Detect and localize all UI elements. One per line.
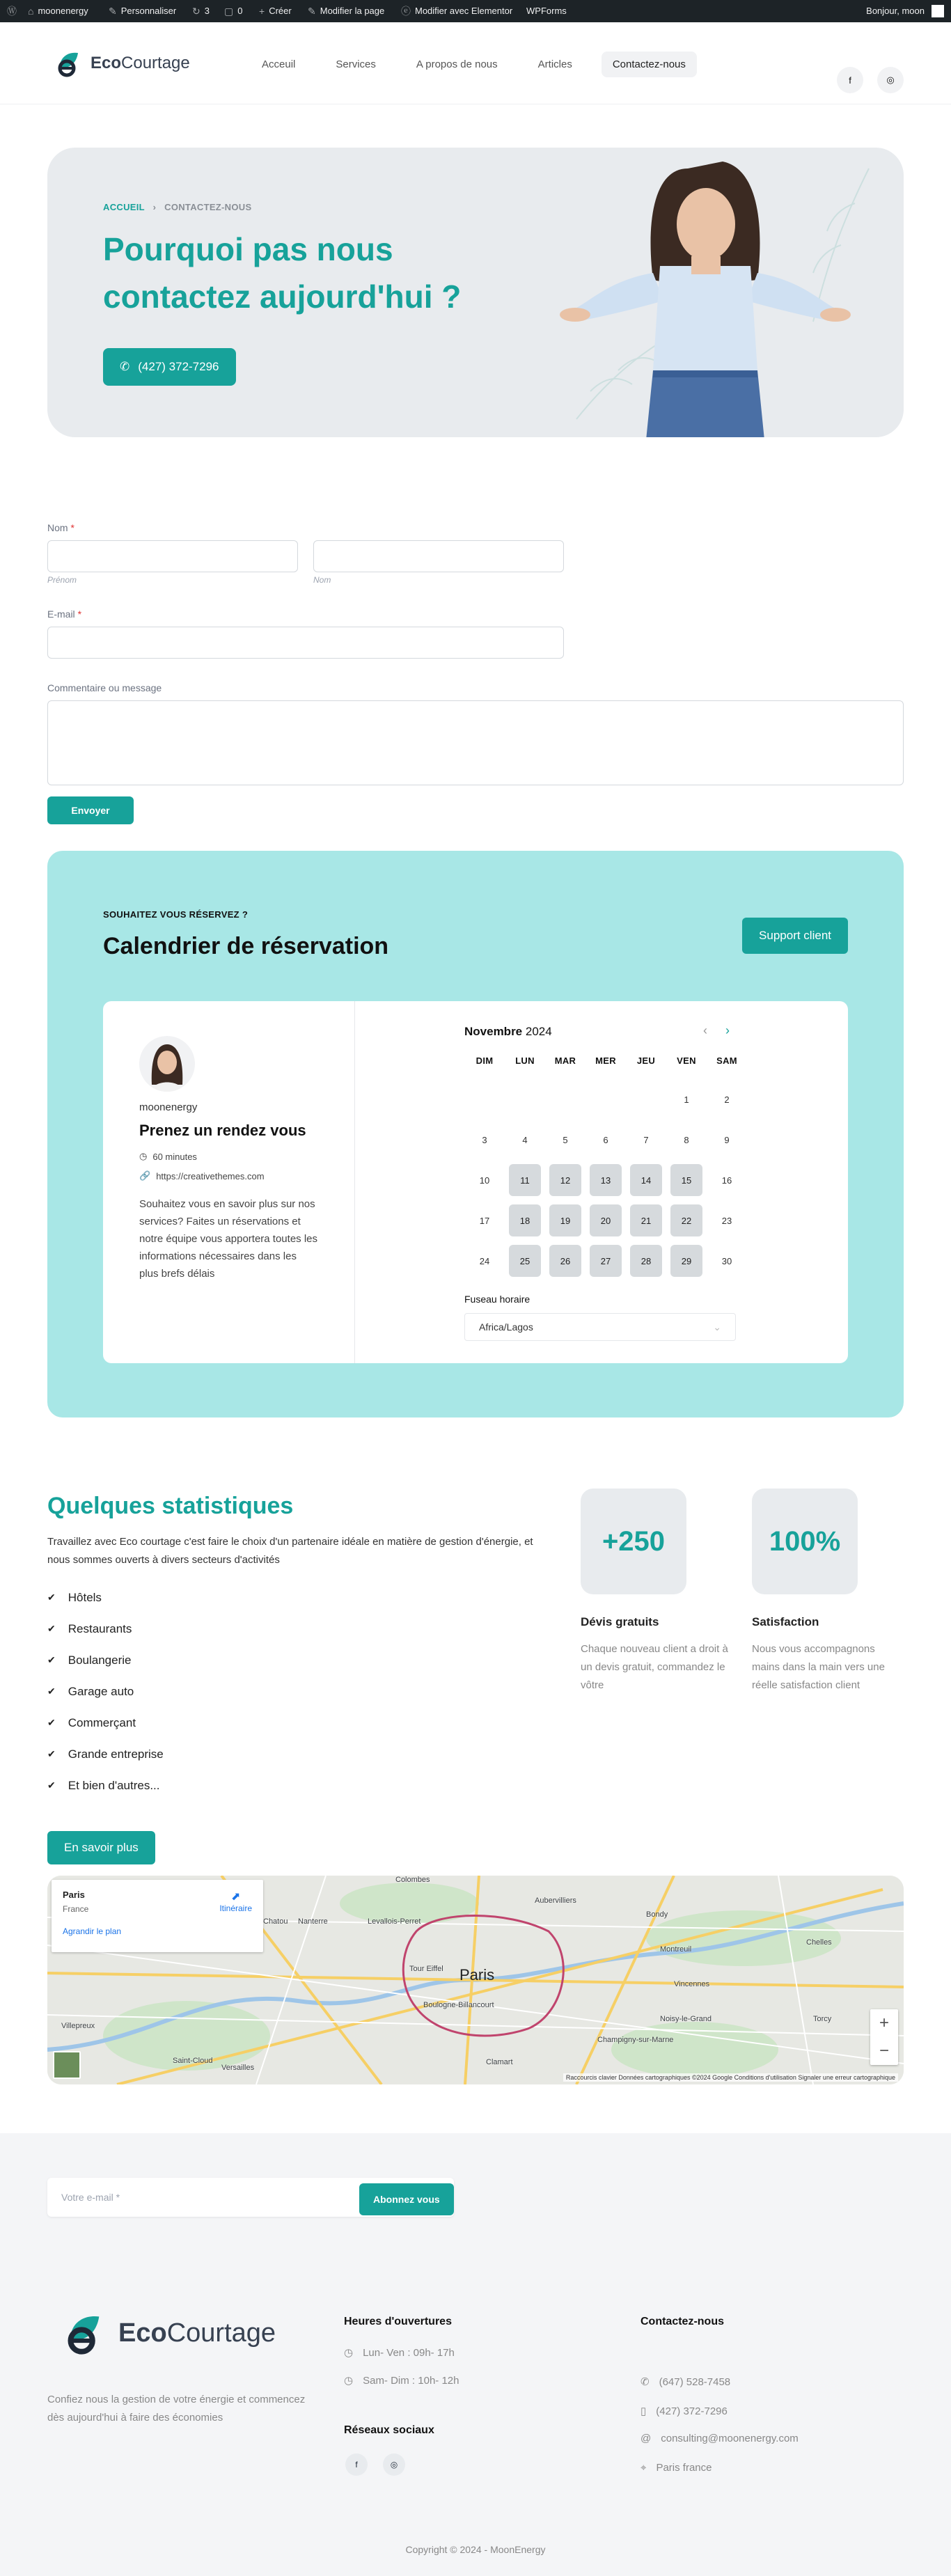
site-footer	[0, 2133, 951, 2576]
admin-updates[interactable]: ↻ 3	[192, 0, 210, 22]
wp-logo[interactable]	[7, 0, 17, 22]
map-place-label: Boulogne-Billancourt	[423, 2001, 494, 2009]
calendar-day-unavailable: 5	[563, 1134, 568, 1145]
calendar-day-unavailable: 3	[482, 1134, 487, 1145]
admin-edit-elementor[interactable]: ⓔ Modifier avec Elementor	[401, 0, 512, 22]
event-link[interactable]: 🔗 https://creativethemes.com	[139, 1170, 265, 1181]
clock-icon: ◷	[344, 2375, 354, 2387]
map-place-label: Aubervilliers	[535, 1896, 576, 1905]
event-description: Souhaitez vous en savoir plus sur nos services? Faites un réservations et notre équipe vous apportera toutes les informations nécessaires dans les plus brefs délais	[139, 1198, 318, 1280]
calendar-day-available[interactable]: 22	[670, 1204, 702, 1236]
calendar-day-unavailable: 17	[479, 1215, 490, 1226]
sector-item: ✔ Et bien d'autres...	[47, 1778, 160, 1792]
newsletter-email-input[interactable]: Votre e-mail *	[47, 2178, 454, 2217]
map-satellite-toggle[interactable]	[53, 2051, 81, 2079]
event-duration: ◷ 60 minutes	[139, 1151, 197, 1162]
learn-more-button[interactable]: En savoir plus	[47, 1831, 155, 1864]
site-header	[0, 22, 951, 104]
map-enlarge-link[interactable]: Agrandir le plan	[63, 1926, 122, 1936]
logo-leaf-icon	[56, 49, 85, 78]
stat-box-quotes: +250	[581, 1489, 686, 1594]
breadcrumb-home[interactable]: ACCUEIL	[103, 202, 145, 212]
calendar-day-cell[interactable]	[626, 1204, 666, 1236]
check-icon: ✔	[47, 1686, 56, 1697]
contact-phone-2[interactable]: ▯ (427) 372-7296	[640, 2405, 728, 2417]
email-label: E-mail *	[47, 608, 82, 620]
google-map[interactable]	[47, 1876, 904, 2084]
calendar-day-cell[interactable]	[545, 1245, 585, 1277]
check-icon: ✔	[47, 1623, 56, 1634]
check-icon: ✔	[47, 1748, 56, 1759]
support-button[interactable]: Support client	[742, 918, 848, 954]
calendar-grid	[464, 1053, 748, 1281]
sector-item: ✔ Hôtels	[47, 1590, 102, 1604]
check-icon: ✔	[47, 1654, 56, 1665]
sector-item: ✔ Garage auto	[47, 1684, 134, 1698]
avatar	[139, 1036, 195, 1092]
calendar-day-cell[interactable]	[666, 1164, 707, 1196]
map-place-label: Chelles	[806, 1938, 832, 1947]
subscribe-button[interactable]: Abonnez vous	[359, 2183, 454, 2215]
map-country: France	[63, 1904, 89, 1914]
calendar-day-available[interactable]: 11	[509, 1164, 541, 1196]
calendar-day-available[interactable]: 19	[549, 1204, 581, 1236]
plus-icon: +	[259, 6, 265, 17]
booking-section	[47, 851, 904, 1417]
calendar-day-cell[interactable]	[626, 1164, 666, 1196]
page-title: Pourquoi pas nous contactez aujourd'hui ?	[103, 231, 462, 315]
stat-box-satisfaction: 100%	[752, 1489, 858, 1594]
map-info-card	[52, 1880, 263, 1952]
submit-button[interactable]: Envoyer	[47, 796, 134, 824]
phone-button[interactable]: ✆ (427) 372-7296	[103, 348, 236, 386]
footer-logo[interactable]	[64, 2310, 276, 2356]
hours-weekday: ◷ Lun- Ven : 09h- 17h	[344, 2346, 455, 2359]
calendar-day-cell[interactable]	[666, 1245, 707, 1277]
sector-item: ✔ Boulangerie	[47, 1653, 132, 1667]
nav-services[interactable]: Services	[336, 58, 376, 70]
map-place-label: Montreuil	[660, 1945, 692, 1954]
map-place-label: Versailles	[221, 2064, 255, 2072]
map-place-label: Saint-Cloud	[173, 2057, 213, 2065]
calendar-day-cell[interactable]	[585, 1245, 626, 1277]
calendar-day-unavailable: 1	[684, 1094, 689, 1105]
map-place-label: Vincennes	[674, 1980, 710, 1988]
calendar-day-available[interactable]: 27	[590, 1245, 622, 1277]
avatar	[932, 5, 944, 17]
message-label: Commentaire ou message	[47, 682, 162, 693]
contact-form	[47, 522, 904, 824]
calendar-day-available[interactable]: 28	[630, 1245, 662, 1277]
sector-item: ✔ Grande entreprise	[47, 1747, 164, 1761]
calendar-day-cell[interactable]	[666, 1204, 707, 1236]
calendar-day-available[interactable]: 21	[630, 1204, 662, 1236]
stats-title: Quelques statistiques	[47, 1493, 294, 1519]
first-name-input[interactable]	[47, 540, 298, 572]
link-icon: 🔗	[139, 1170, 151, 1181]
hours-weekend: ◷ Sam- Dim : 10h- 12h	[344, 2374, 459, 2387]
elementor-icon: ⓔ	[401, 6, 411, 17]
copyright: Copyright © 2024 - MoonEnergy	[405, 2544, 546, 2555]
map-place-label: Clamart	[486, 2058, 513, 2066]
calendar-day-cell[interactable]	[505, 1245, 545, 1277]
check-icon: ✔	[47, 1780, 56, 1791]
booking-title: Calendrier de réservation	[103, 933, 389, 959]
hero-woman-illustration	[549, 148, 883, 437]
phone-icon: ✆	[120, 360, 130, 373]
booking-kicker: SOUHAITEZ VOUS RÉSERVEZ ?	[103, 909, 249, 920]
map-place-label: Levallois-Perret	[368, 1917, 421, 1926]
calendar-day-cell[interactable]	[545, 1204, 585, 1236]
booking-info	[103, 1001, 355, 1363]
calendar-day-unavailable: 4	[522, 1134, 528, 1145]
hours-title: Heures d'ouvertures	[344, 2316, 452, 2327]
weekday-label: JEU	[636, 1055, 656, 1066]
calendar-month: Novembre 2024	[464, 1025, 552, 1038]
sector-list	[47, 1582, 164, 1801]
calendar-day-available[interactable]: 18	[509, 1204, 541, 1236]
organizer-name: moonenergy	[139, 1101, 198, 1113]
calendar-day-cell[interactable]	[505, 1164, 545, 1196]
breadcrumb-current: CONTACTEZ-NOUS	[164, 202, 252, 212]
admin-site-link[interactable]: ⌂ moonenergy	[28, 0, 88, 22]
weekday-label: LUN	[515, 1055, 535, 1066]
nav-articles[interactable]: Articles	[537, 58, 572, 70]
map-attribution: Raccourcis clavier Données cartographiques ©2024 Google Conditions d'utilisation Signaler une erreur cartographique	[563, 2073, 898, 2082]
breadcrumb-separator: ›	[152, 202, 157, 212]
chevron-right-icon[interactable]: ›	[725, 1023, 730, 1037]
facebook-icon[interactable]: f	[345, 2453, 368, 2476]
pencil-icon: ✎	[308, 6, 316, 17]
weekday-label: SAM	[716, 1055, 737, 1066]
calendar-day-available[interactable]: 25	[509, 1245, 541, 1277]
refresh-icon: ↻	[192, 6, 201, 17]
logo-text: EcoCourtage	[91, 54, 190, 72]
calendar-day-unavailable: 2	[724, 1094, 730, 1105]
comment-icon: ▢	[224, 6, 234, 17]
nav-acceuil[interactable]: Acceuil	[262, 58, 296, 70]
calendar-day-cell[interactable]	[545, 1164, 585, 1196]
admin-comments[interactable]: ▢ 0	[224, 0, 242, 22]
map-zoom-controls	[870, 2009, 898, 2065]
logo-leaf-icon	[64, 2310, 110, 2356]
mobile-icon: ▯	[640, 2405, 647, 2417]
contact-address: ⌖ Paris france	[640, 2462, 712, 2474]
calendar-day-available[interactable]: 14	[630, 1164, 662, 1196]
booking-widget	[103, 1001, 848, 1363]
calendar-day-unavailable: 6	[603, 1134, 608, 1145]
at-icon: @	[640, 2433, 652, 2444]
check-icon: ✔	[47, 1592, 56, 1603]
admin-wpforms[interactable]: WPForms	[526, 6, 567, 16]
calendar-day-available[interactable]: 13	[590, 1164, 622, 1196]
footer-description: Confiez nous la gestion de votre énergie et commencez dès aujourd'hui à faire des économies	[47, 2394, 306, 2424]
breadcrumb	[103, 202, 251, 212]
brush-icon: ✎	[109, 6, 117, 17]
stat-title-quotes: Dévis gratuits	[581, 1615, 659, 1628]
event-title: Prenez un rendez vous	[139, 1122, 306, 1139]
calendar-day-unavailable: 7	[643, 1134, 649, 1145]
weekday-label: VEN	[677, 1055, 696, 1066]
calendar-day-available[interactable]: 20	[590, 1204, 622, 1236]
message-textarea[interactable]	[47, 700, 904, 785]
map-place-label: Colombes	[395, 1876, 430, 1884]
facebook-icon[interactable]: f	[837, 67, 863, 93]
nav-contactez-nous[interactable]: Contactez-nous	[602, 52, 697, 77]
map-center-label: Paris	[459, 1966, 495, 1984]
name-label: Nom *	[47, 522, 74, 533]
timezone-label: Fuseau horaire	[464, 1294, 530, 1305]
calendar-day-cell[interactable]	[505, 1204, 545, 1236]
map-place-label: Noisy-le-Grand	[660, 2015, 712, 2023]
stat-title-satisfaction: Satisfaction	[752, 1615, 819, 1628]
calendar-day-unavailable: 30	[721, 1255, 732, 1266]
admin-bar	[0, 0, 951, 22]
weekday-label: MAR	[554, 1055, 576, 1066]
clock-icon: ◷	[344, 2347, 354, 2359]
admin-edit-page[interactable]: ✎ Modifier la page	[308, 0, 384, 22]
zoom-in-button[interactable]: +	[879, 2013, 889, 2032]
map-place-label: Villepreux	[61, 2022, 95, 2030]
calendar-day-cell[interactable]	[585, 1204, 626, 1236]
chevron-down-icon: ⌄	[713, 1321, 721, 1333]
stats-intro: Travaillez avec Eco courtage c'est faire le choix d'un partenaire idéale en matière de gestion d'énergie, et nous sommes ouverts à divers secteurs d'activités	[47, 1536, 533, 1566]
calendar-day-available[interactable]: 29	[670, 1245, 702, 1277]
map-place-label: Champigny-sur-Marne	[597, 2036, 674, 2044]
calendar-day-cell[interactable]	[585, 1164, 626, 1196]
weekday-label: MER	[595, 1055, 616, 1066]
stat-desc-satisfaction: Nous vous accompagnons mains dans la main vers une réelle satisfaction client	[752, 1643, 885, 1691]
admin-customize[interactable]: ✎ Personnaliser	[109, 0, 176, 22]
map-city: Paris	[63, 1890, 85, 1900]
sector-item: ✔ Restaurants	[47, 1621, 132, 1635]
contact-phone-1[interactable]: ✆ (647) 528-7458	[640, 2375, 731, 2388]
wordpress-icon: Ⓦ	[7, 6, 17, 17]
calendar-day-unavailable: 8	[684, 1134, 689, 1145]
weekday-label: DIM	[475, 1055, 494, 1066]
map-place-label: Tour Eiffel	[409, 1965, 443, 1973]
hero-banner	[47, 148, 904, 437]
calendar	[355, 1001, 848, 1363]
chevron-left-icon[interactable]: ‹	[703, 1023, 707, 1037]
site-logo[interactable]	[56, 49, 190, 78]
calendar-day-unavailable: 9	[724, 1134, 730, 1145]
home-icon: ⌂	[28, 6, 34, 17]
instagram-icon[interactable]: ◎	[383, 2453, 405, 2476]
calendar-day-unavailable: 10	[479, 1175, 490, 1186]
calendar-day-unavailable: 23	[721, 1215, 732, 1226]
calendar-day-available[interactable]: 26	[549, 1245, 581, 1277]
location-pin-icon: ⌖	[640, 2462, 647, 2474]
map-place-label: Torcy	[813, 2015, 832, 2023]
logo-text: EcoCourtage	[118, 2318, 276, 2348]
email-field[interactable]	[47, 627, 564, 659]
zoom-out-button[interactable]: −	[879, 2041, 889, 2060]
admin-create[interactable]: + Créer	[259, 0, 292, 22]
phone-icon: ✆	[640, 2376, 650, 2388]
clock-icon: ◷	[139, 1151, 148, 1161]
calendar-day-available[interactable]: 12	[549, 1164, 581, 1196]
first-name-sublabel: Prénom	[47, 575, 77, 585]
admin-account[interactable]: Bonjour, moon	[866, 0, 944, 22]
check-icon: ✔	[47, 1717, 56, 1728]
social-title: Réseaux sociaux	[344, 2424, 434, 2436]
nav-a-propos[interactable]: A propos de nous	[416, 58, 498, 70]
directions-icon: ⬈	[230, 1891, 241, 1903]
calendar-day-available[interactable]: 15	[670, 1164, 702, 1196]
instagram-icon[interactable]: ◎	[877, 67, 904, 93]
map-directions[interactable]: ⬈ Itinéraire	[219, 1891, 252, 1913]
map-place-label: Bondy	[646, 1910, 668, 1919]
sector-item: ✔ Commerçant	[47, 1715, 136, 1729]
map-place-label: Chatou	[263, 1917, 288, 1926]
main-nav	[251, 50, 697, 78]
timezone-select[interactable]: Africa/Lagos ⌄	[464, 1313, 736, 1341]
stat-desc-quotes: Chaque nouveau client a droit à un devis gratuit, commandez le vôtre	[581, 1643, 728, 1691]
contact-email[interactable]: @ consulting@moonenergy.com	[640, 2433, 799, 2444]
calendar-day-unavailable: 16	[721, 1175, 732, 1186]
calendar-day-unavailable: 24	[479, 1255, 490, 1266]
calendar-day-cell[interactable]	[626, 1245, 666, 1277]
last-name-sublabel: Nom	[313, 575, 331, 585]
last-name-input[interactable]	[313, 540, 564, 572]
contact-title: Contactez-nous	[640, 2316, 724, 2327]
map-place-label: Nanterre	[298, 1917, 328, 1926]
